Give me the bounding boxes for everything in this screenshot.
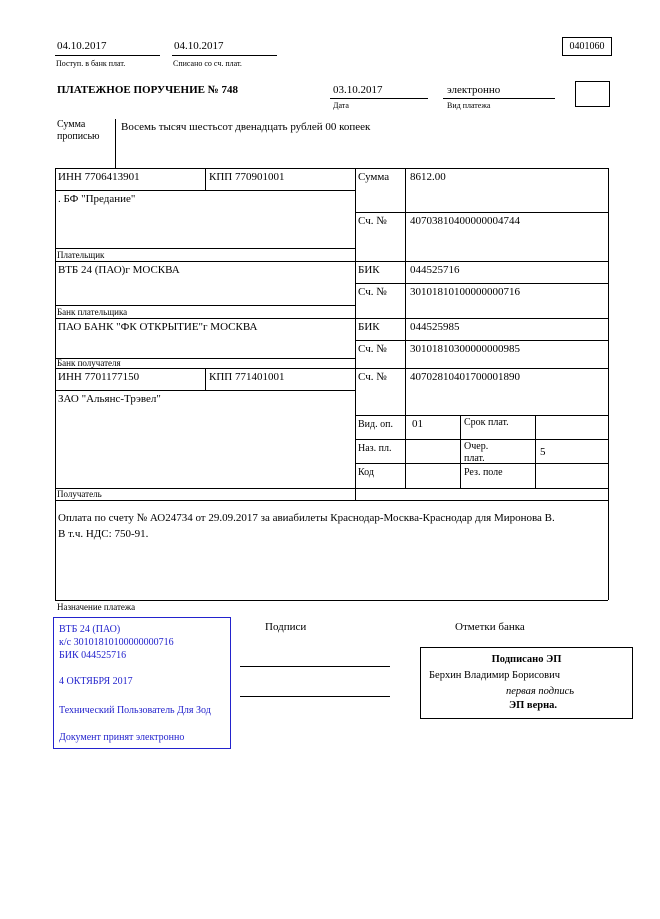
document-date: 03.10.2017	[333, 84, 383, 96]
table-border	[55, 261, 608, 262]
table-border	[55, 390, 355, 391]
document-date-label: Дата	[333, 101, 349, 110]
amount-label: Сумма	[358, 171, 390, 183]
payment-type-label: Вид платежа	[447, 101, 491, 110]
ep-validity: ЭП верна.	[509, 700, 558, 711]
payer-bank-account: 30101810100000000716	[410, 286, 520, 298]
received-date-underline	[55, 55, 160, 56]
table-border	[405, 168, 406, 488]
payee-bank-section-label: Банк получателя	[57, 358, 121, 368]
debited-date-label: Списано со сч. плат.	[173, 59, 242, 68]
received-date-label: Поступ. в банк плат.	[56, 59, 126, 68]
payee-section-label: Получатель	[57, 489, 102, 499]
amount-words-value: Восемь тысяч шестьсот двенадцать рублей 00 копеек	[121, 121, 371, 133]
table-border	[55, 488, 608, 489]
payee-bank-bik-label: БИК	[358, 321, 380, 333]
table-border	[55, 248, 355, 249]
table-border	[535, 415, 536, 488]
op-type-value: 01	[412, 418, 423, 430]
payee-bank-bik: 044525985	[410, 321, 460, 333]
table-border	[355, 212, 608, 213]
received-date: 04.10.2017	[57, 40, 107, 52]
payer-bank-name: ВТБ 24 (ПАО)г МОСКВА	[58, 264, 180, 276]
table-border	[55, 600, 608, 601]
form-code-box	[562, 37, 612, 56]
priority-label: Очер. плат.	[464, 441, 489, 464]
priority-value: 5	[540, 446, 546, 458]
table-border	[55, 318, 608, 319]
table-border	[355, 168, 356, 500]
table-border	[115, 119, 116, 168]
payer-inn: ИНН 7706413901	[58, 171, 140, 183]
digital-signature-stamp-box	[420, 647, 633, 719]
table-border	[55, 500, 608, 501]
ep-signature-kind: первая подпись	[506, 686, 575, 697]
payment-type: электронно	[447, 84, 501, 96]
purpose-code-label: Наз. пл.	[358, 443, 392, 454]
signatures-label: Подписи	[265, 621, 307, 633]
table-border	[55, 168, 608, 169]
stamp-date: 4 ОКТЯБРЯ 2017	[59, 676, 133, 687]
signature-line	[240, 696, 390, 697]
payee-account: 40702810401700001890	[410, 371, 520, 383]
payment-purpose-text: Оплата по счету № АО24734 от 29.09.2017 за авиабилеты Краснодар-Москва-Краснодар для Миронова В. В т.ч. НДС: 750-91.	[58, 512, 555, 540]
payee-account-label: Сч. №	[358, 371, 387, 383]
payer-bank-account-label: Сч. №	[358, 286, 387, 298]
payee-bank-account: 30101810300000000985	[410, 343, 520, 355]
payer-bank-bik-label: БИК	[358, 264, 380, 276]
op-type-label: Вид. оп.	[358, 419, 393, 430]
payer-section-label: Плательщик	[57, 250, 105, 260]
table-border	[355, 439, 608, 440]
document-title: ПЛАТЕЖНОЕ ПОРУЧЕНИЕ № 748	[57, 84, 239, 96]
stamp-bank-name: ВТБ 24 (ПАО)	[59, 624, 121, 635]
table-border	[355, 415, 608, 416]
term-label: Срок плат.	[464, 417, 509, 428]
ep-title: Подписано ЭП	[491, 654, 562, 665]
signature-line	[240, 666, 390, 667]
debited-date: 04.10.2017	[174, 40, 224, 52]
payee-bank-account-label: Сч. №	[358, 343, 387, 355]
amount-words-label: Сумма прописью	[57, 119, 100, 142]
stamp-corr-account: к/с 30101810100000000716	[59, 637, 174, 648]
bank-stamp-box	[53, 617, 231, 749]
form-code: 0401060	[569, 41, 605, 52]
payer-bank-bik: 044525716	[410, 264, 460, 276]
payer-account-label: Сч. №	[358, 215, 387, 227]
table-border	[55, 305, 355, 306]
ep-signer-name: Берхин Владимир Борисович	[429, 670, 560, 681]
payee-bank-name: ПАО БАНК "ФК ОТКРЫТИЕ"г МОСКВА	[58, 321, 258, 333]
payer-bank-section-label: Банк плательщика	[57, 307, 128, 317]
table-border	[205, 368, 206, 390]
table-border	[55, 368, 608, 369]
table-border	[460, 415, 461, 488]
payee-kpp: КПП 771401001	[209, 371, 285, 383]
payer-name: . БФ "Предание"	[58, 193, 136, 205]
table-border	[355, 283, 608, 284]
table-border	[55, 190, 355, 191]
table-border	[608, 168, 609, 600]
payer-account: 40703810400000004744	[410, 215, 520, 227]
reserve-field-label: Рез. поле	[464, 467, 503, 478]
code-label: Код	[358, 467, 374, 478]
document-date-underline	[330, 98, 428, 99]
table-border	[205, 168, 206, 190]
amount-value: 8612.00	[410, 171, 446, 183]
stamp-bik: БИК 044525716	[59, 650, 127, 661]
payment-type-underline	[443, 98, 555, 99]
stamp-status: Документ принят электронно	[59, 732, 185, 743]
bank-marks-label: Отметки банка	[455, 621, 525, 633]
debited-date-underline	[172, 55, 277, 56]
purpose-section-label: Назначение платежа	[57, 602, 136, 612]
stamp-operator: Технический Пользователь Для Зод	[59, 705, 211, 716]
payer-kpp: КПП 770901001	[209, 171, 285, 183]
table-border	[355, 340, 608, 341]
payee-inn: ИНН 7701177150	[58, 371, 140, 383]
payee-name: ЗАО "Альянс-Трэвел"	[58, 393, 161, 405]
table-border	[55, 168, 56, 600]
payment-kind-box	[575, 81, 610, 107]
